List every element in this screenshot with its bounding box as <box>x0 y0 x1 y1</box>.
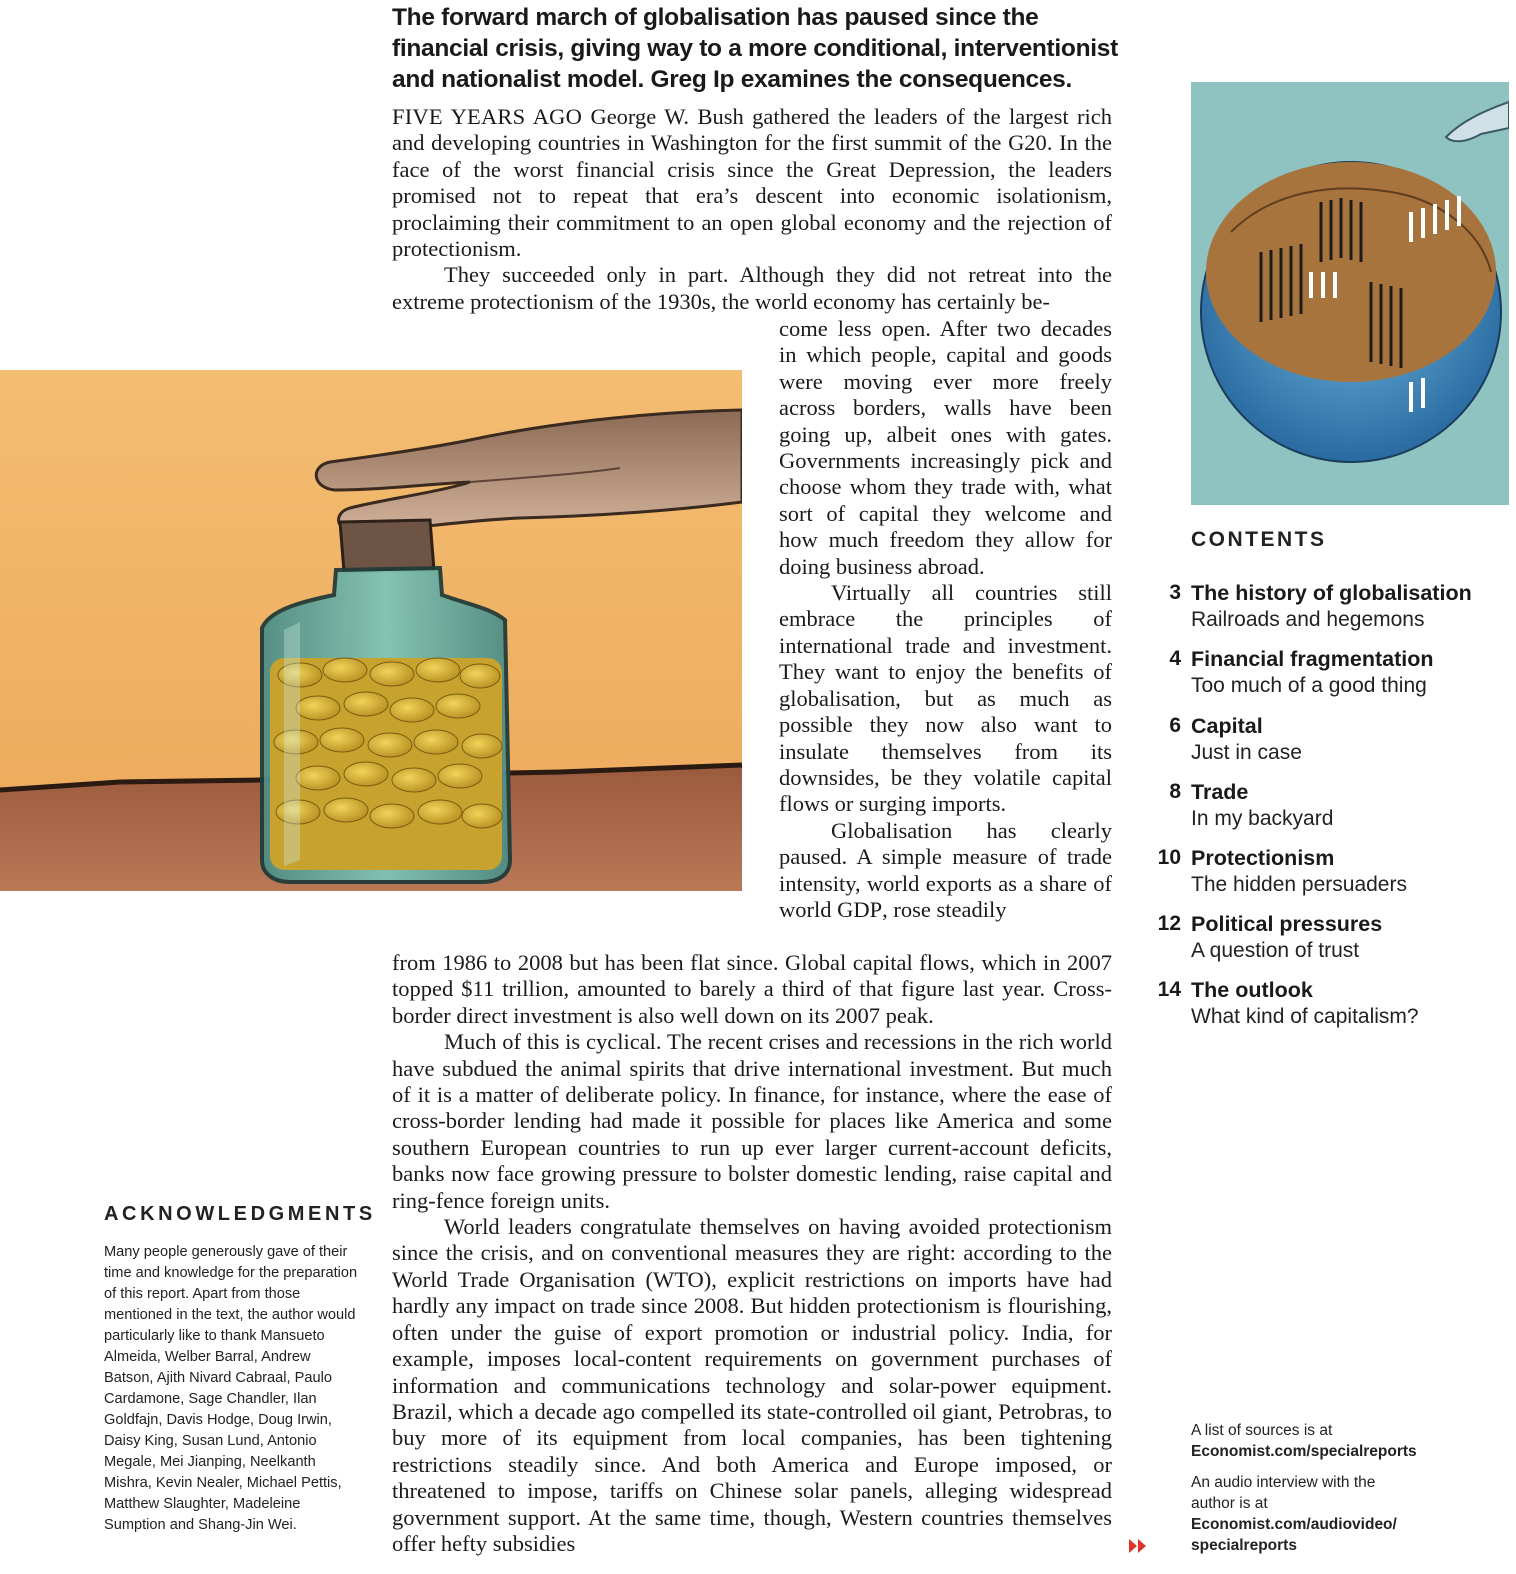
toc-title: Trade <box>1191 780 1249 804</box>
g20-abbr: G20 <box>1008 130 1047 156</box>
contents-heading: CONTENTS <box>1191 528 1327 551</box>
toc-page-number: 4 <box>1169 647 1181 670</box>
toc-subtitle: In my backyard <box>1191 807 1334 830</box>
toc-subtitle: What kind of capitalism? <box>1191 1005 1419 1028</box>
acknowledgments-text: Many people generously gave of their time and knowledge for the preparation of this report. Apart from those mentioned in the text, the author would particularly like to thank Mansueto Almeida, Welber Barral, Andrew Batson, Ajith Nivard Cabraal, Paulo Cardamone, Sage Chandler, Ilan Goldfajn, Davis Hodge, Doug Irwin, Daisy King, Susan Lund, Antonio Megale, Mei Jianping, Neelkanth Mishra, Kevin Nealer, Michael Pettis, Matthew Slaughter, Madeleine Sumption and Shang-Jin Wei. <box>104 1244 358 1533</box>
continue-arrow-icon <box>1128 1536 1148 1556</box>
paragraph-5: Much of this is cyclical. The recent crises and recessions in the rich world have subdued the animal spirits that drive international investment. But much of it is a matter of deliberate policy. In finance, for instance, where the ease of cross-border lending had made it possible for places like America and some southern European countries to run up ever larger current-account deficits, banks now face growing pressure to bolster domestic lending, raise capital and ring-fence foreign units. <box>392 1029 1112 1213</box>
audio-text: An audio interview with the author is at <box>1191 1474 1376 1512</box>
article-body-column <box>779 316 1112 923</box>
paragraph-lead: FIVE YEARS AGO <box>392 104 583 129</box>
toc-page-number: 14 <box>1157 978 1181 1001</box>
toc-page-number: 8 <box>1169 780 1181 803</box>
toc-title: Political pressures <box>1191 912 1383 936</box>
paragraph-1 <box>392 104 1112 262</box>
paragraph-1-text-b: . In the face of the worst financial crisis since the Great Depression, the leaders promised not to repeat that era’s descent into economic isolationism, proclaiming their commitment to an open global economy and the rejection of protectionism. <box>392 130 1113 262</box>
toc-title: Protectionism <box>1191 846 1335 870</box>
sources-link[interactable]: Economist.com/specialreports <box>1191 1443 1417 1460</box>
paragraph-2-column: come less open. After two decades in which people, capital and goods were moving ever more freely across borders, walls have been going up, albeit ones with gates. Governments increasingly pick and choose whom they trade with, what sort of capital they welcome and how much freedom they allow for doing business abroad. <box>779 316 1112 579</box>
paragraph-2-top: They succeeded only in part. Although they did not retreat into the extreme protectionism of the 1930s, the world economy has certainly be- <box>392 262 1112 314</box>
coins <box>270 658 502 870</box>
paragraph-4-column <box>779 818 1112 924</box>
gdp-abbr: GDP <box>837 896 883 922</box>
paragraph-6-text-a: World leaders congratulate themselves on having avoided protectionism since the crisis, and on conventional measures they are right: according to the World Trade Organisation ( <box>392 1214 1112 1292</box>
audio-note <box>1191 1472 1397 1556</box>
paragraph-4-text-b: , rose steadily <box>882 896 1007 922</box>
toc-subtitle: A question of trust <box>1191 939 1360 962</box>
sources-text: A list of sources is at <box>1191 1422 1333 1439</box>
paragraph-4-text-a: Globalisation has clearly paused. A simple measure of trade intensity, world exports as a share of world <box>779 817 1112 922</box>
toc-page-number: 6 <box>1169 714 1181 737</box>
jar-of-coins-illustration <box>0 370 742 891</box>
paragraph-1-text-a: George W. Bush gathered the leaders of the largest rich and developing countries in Washington for the first summit of the <box>392 104 1112 156</box>
paragraph-6-text-b: ), explicit restrictions on imports have had hardly any impact on trade since 2008. But hidden protectionism is flourishing, often under the guise of export promotion or industrial policy. India, for example, imposes local-content requirements on government purchases of information and communications technology and solar-power equipment. Brazil, which a decade ago compelled its state-controlled oil giant, Petrobras, to buy more of its equipment from local companies, has been tightening restrictions steadily since. And both America and Europe imposed, or threatened to impose, tariffs on Chinese solar panels, alleging widespread government support. At the same time, though, Western countries themselves offer hefty subsidies <box>392 1266 1112 1556</box>
audio-link-line-2[interactable]: specialreports <box>1191 1537 1297 1554</box>
article-body-bottom <box>392 950 1112 1557</box>
toc-subtitle: Just in case <box>1191 741 1302 764</box>
toc-title: The history of globalisation <box>1191 581 1472 605</box>
toc-title: The outlook <box>1191 978 1313 1002</box>
paragraph-6 <box>392 1214 1112 1557</box>
fenced-globe-illustration <box>1191 82 1509 505</box>
toc-subtitle: Railroads and hegemons <box>1191 608 1425 631</box>
toc-title: Capital <box>1191 714 1263 738</box>
toc-page-number: 3 <box>1169 581 1181 604</box>
sources-note <box>1191 1420 1491 1462</box>
toc-subtitle: The hidden persuaders <box>1191 873 1407 896</box>
standfirst: The forward march of globalisation has paused since the financial crisis, giving way to a more conditional, interventionist and nationalist model. Greg Ip examines the consequences. <box>392 4 1118 93</box>
toc-page-number: 12 <box>1157 912 1181 935</box>
acknowledgments-heading: ACKNOWLEDGMENTS <box>104 1203 376 1225</box>
wto-abbr: WTO <box>652 1266 704 1292</box>
paragraph-3: Virtually all countries still embrace the principles of international trade and investment. They want to enjoy the benefits of globalisation, but as much as possible they now also want to insulate themselves from its downsides, be they volatile capital flows or surging imports. <box>779 580 1112 817</box>
toc-subtitle: Too much of a good thing <box>1191 674 1427 697</box>
toc-title: Financial fragmentation <box>1191 647 1434 671</box>
paragraph-4-bottom: from 1986 to 2008 but has been flat since. Global capital flows, which in 2007 topped $11 trillion, amounted to barely a third of that figure last year. Cross-border direct investment is also well down on its 2007 peak. <box>392 950 1112 1028</box>
article-body-top <box>392 104 1112 315</box>
toc-page-number: 10 <box>1157 846 1181 869</box>
audio-link-line-1[interactable]: Economist.com/audiovideo/ <box>1191 1516 1397 1533</box>
